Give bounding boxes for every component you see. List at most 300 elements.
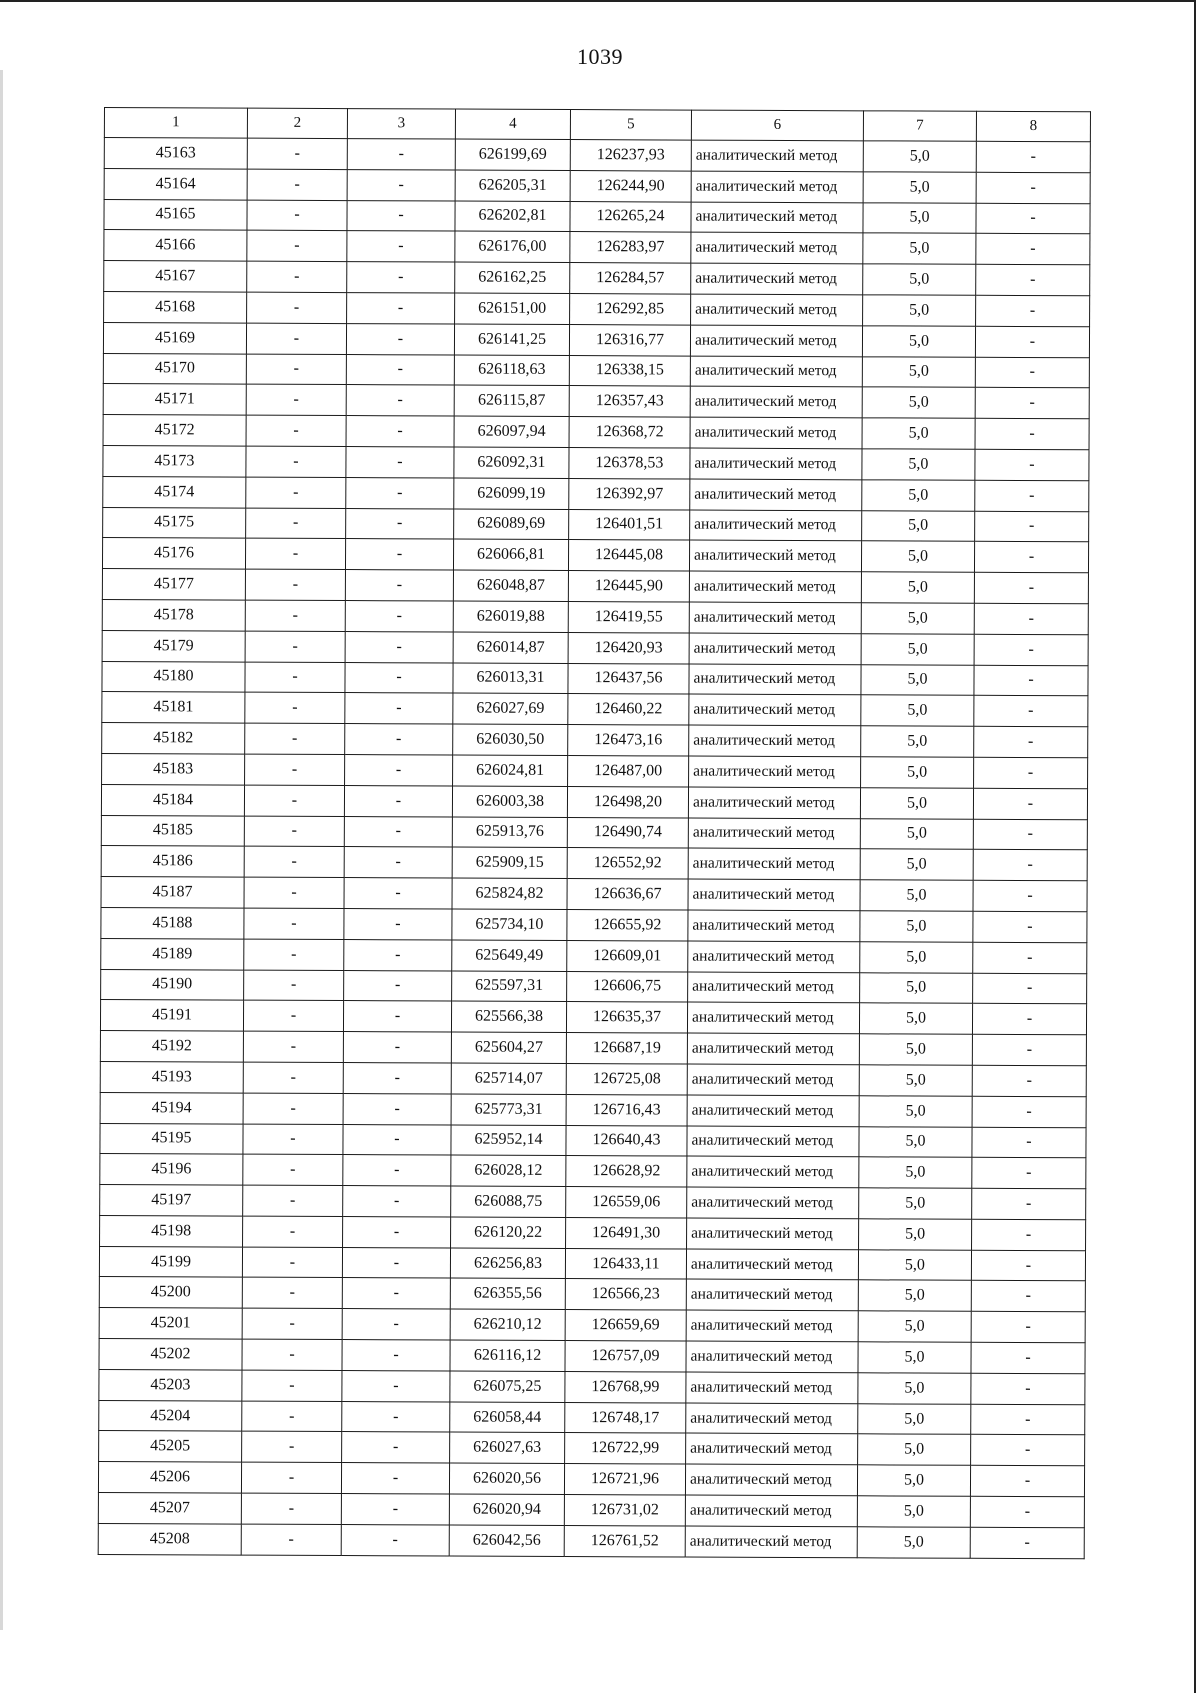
column-8-cell: - <box>974 665 1088 696</box>
accuracy-cell: 5,0 <box>863 141 976 172</box>
y-coordinate-cell: 126433,11 <box>565 1248 686 1279</box>
column-8-cell: - <box>973 819 1087 850</box>
x-coordinate-cell: 625773,31 <box>451 1094 566 1125</box>
column-8-cell: - <box>973 911 1087 942</box>
x-coordinate-cell: 626013,31 <box>453 663 568 694</box>
table-row <box>104 168 1090 203</box>
column-header: 7 <box>863 111 976 141</box>
column-8-cell: - <box>972 1188 1086 1219</box>
y-coordinate-cell: 126687,19 <box>566 1033 687 1064</box>
method-cell: аналитический метод <box>688 879 860 911</box>
x-coordinate-cell: 626027,69 <box>453 693 568 724</box>
column-3-cell: - <box>346 447 454 478</box>
column-2-cell: - <box>247 231 347 262</box>
x-coordinate-cell: 626202,81 <box>455 201 570 232</box>
column-8-cell: - <box>975 449 1089 480</box>
column-8-cell: - <box>974 757 1088 788</box>
accuracy-cell: 5,0 <box>861 541 974 572</box>
accuracy-cell: 5,0 <box>858 1311 971 1342</box>
accuracy-cell: 5,0 <box>857 1496 970 1527</box>
column-8-cell: - <box>972 1034 1086 1065</box>
x-coordinate-cell: 626355,56 <box>450 1279 565 1310</box>
column-8-cell: - <box>974 696 1088 727</box>
table-row <box>104 230 1090 265</box>
accuracy-cell: 5,0 <box>861 695 974 726</box>
point-number-cell: 45164 <box>104 168 247 199</box>
y-coordinate-cell: 126725,08 <box>566 1063 687 1094</box>
point-number-cell: 45206 <box>98 1462 241 1493</box>
column-header: 3 <box>347 109 455 139</box>
point-number-cell: 45188 <box>101 907 244 938</box>
column-8-cell: - <box>972 1096 1086 1127</box>
column-2-cell: - <box>246 323 346 354</box>
column-2-cell: - <box>244 939 344 970</box>
column-2-cell: - <box>242 1247 342 1278</box>
y-coordinate-cell: 126721,96 <box>564 1464 685 1495</box>
y-coordinate-cell: 126490,74 <box>567 817 688 848</box>
column-8-cell: - <box>970 1496 1084 1527</box>
column-8-cell: - <box>973 850 1087 881</box>
table-row <box>99 1369 1085 1404</box>
method-cell: аналитический метод <box>685 1495 857 1527</box>
y-coordinate-cell: 126437,56 <box>568 663 689 694</box>
column-2-cell: - <box>247 200 347 231</box>
method-cell: аналитический метод <box>690 448 862 480</box>
table-row <box>102 630 1088 665</box>
column-8-cell: - <box>973 880 1087 911</box>
x-coordinate-cell: 626256,83 <box>450 1248 565 1279</box>
y-coordinate-cell: 126401,51 <box>569 509 690 540</box>
coordinates-table <box>98 107 1091 1559</box>
column-3-cell: - <box>345 724 453 755</box>
column-2-cell: - <box>244 908 344 939</box>
y-coordinate-cell: 126636,67 <box>567 879 688 910</box>
x-coordinate-cell: 626088,75 <box>451 1186 566 1217</box>
x-coordinate-cell: 626024,81 <box>453 755 568 786</box>
y-coordinate-cell: 126419,55 <box>568 601 689 632</box>
x-coordinate-cell: 625913,76 <box>452 817 567 848</box>
column-8-cell: - <box>974 542 1088 573</box>
accuracy-cell: 5,0 <box>860 911 973 942</box>
column-2-cell: - <box>245 692 345 723</box>
table-row <box>100 1154 1086 1189</box>
column-8-cell: - <box>971 1312 1085 1343</box>
column-3-cell: - <box>343 1155 451 1186</box>
method-cell: аналитический метод <box>690 510 862 542</box>
column-3-cell: - <box>347 139 455 170</box>
column-3-cell: - <box>347 200 455 231</box>
x-coordinate-cell: 625597,31 <box>452 971 567 1002</box>
table-row <box>103 322 1089 357</box>
y-coordinate-cell: 126655,92 <box>567 909 688 940</box>
table-row <box>102 692 1088 727</box>
y-coordinate-cell: 126768,99 <box>565 1371 686 1402</box>
column-3-cell: - <box>344 816 452 847</box>
column-3-cell: - <box>345 631 453 662</box>
table-row <box>103 384 1089 419</box>
method-cell: аналитический метод <box>686 1280 858 1312</box>
method-cell: аналитический метод <box>690 325 862 357</box>
point-number-cell: 45190 <box>101 969 244 1000</box>
column-8-cell: - <box>974 726 1088 757</box>
method-cell: аналитический метод <box>687 1095 859 1127</box>
x-coordinate-cell: 625909,15 <box>452 847 567 878</box>
x-coordinate-cell: 626199,69 <box>455 139 570 170</box>
x-coordinate-cell: 625604,27 <box>451 1032 566 1063</box>
point-number-cell: 45167 <box>104 261 247 292</box>
accuracy-cell: 5,0 <box>858 1403 971 1434</box>
method-cell: аналитический метод <box>691 171 863 203</box>
column-8-cell: - <box>972 1158 1086 1189</box>
column-header: 4 <box>455 109 570 140</box>
x-coordinate-cell: 626042,56 <box>449 1525 564 1556</box>
column-8-cell: - <box>970 1466 1084 1497</box>
method-cell: аналитический метод <box>691 202 863 234</box>
column-2-cell: - <box>241 1462 341 1493</box>
column-2-cell: - <box>243 1062 343 1093</box>
x-coordinate-cell: 626020,94 <box>449 1494 564 1525</box>
accuracy-cell: 5,0 <box>863 172 976 203</box>
x-coordinate-cell: 626162,25 <box>455 262 570 293</box>
method-cell: аналитический метод <box>688 972 860 1004</box>
method-cell: аналитический метод <box>685 1464 857 1496</box>
table-row <box>99 1431 1085 1466</box>
accuracy-cell: 5,0 <box>861 664 974 695</box>
column-2-cell: - <box>246 415 346 446</box>
point-number-cell: 45205 <box>99 1431 242 1462</box>
method-cell: аналитический метод <box>688 818 860 850</box>
table-row <box>100 1185 1086 1220</box>
table-body <box>98 138 1090 1559</box>
method-cell: аналитический метод <box>691 294 863 326</box>
method-cell: аналитический метод <box>689 602 861 634</box>
accuracy-cell: 5,0 <box>861 603 974 634</box>
point-number-cell: 45175 <box>103 507 246 538</box>
column-header: 5 <box>570 110 691 141</box>
x-coordinate-cell: 626099,19 <box>454 478 569 509</box>
x-coordinate-cell: 626020,56 <box>449 1463 564 1494</box>
accuracy-cell: 5,0 <box>860 818 973 849</box>
y-coordinate-cell: 126566,23 <box>565 1279 686 1310</box>
column-3-cell: - <box>342 1278 450 1309</box>
column-2-cell: - <box>242 1370 342 1401</box>
y-coordinate-cell: 126284,57 <box>570 263 691 294</box>
column-3-cell: - <box>342 1309 450 1340</box>
table-header <box>104 108 1090 142</box>
method-cell: аналитический метод <box>687 1002 859 1034</box>
column-3-cell: - <box>347 262 455 293</box>
method-cell: аналитический метод <box>690 356 862 388</box>
column-8-cell: - <box>975 357 1089 388</box>
y-coordinate-cell: 126635,37 <box>566 1002 687 1033</box>
table-row <box>101 907 1087 942</box>
accuracy-cell: 5,0 <box>861 572 974 603</box>
x-coordinate-cell: 626058,44 <box>450 1402 565 1433</box>
column-2-cell: - <box>244 877 344 908</box>
y-coordinate-cell: 126757,09 <box>565 1341 686 1372</box>
x-coordinate-cell: 626075,25 <box>450 1371 565 1402</box>
y-coordinate-cell: 126731,02 <box>564 1495 685 1526</box>
method-cell: аналитический метод <box>686 1341 858 1373</box>
table-row <box>99 1400 1085 1435</box>
x-coordinate-cell: 626089,69 <box>454 509 569 540</box>
method-cell: аналитический метод <box>687 1156 859 1188</box>
accuracy-cell: 5,0 <box>859 1219 972 1250</box>
method-cell: аналитический метод <box>686 1372 858 1404</box>
column-3-cell: - <box>343 1186 451 1217</box>
table-row <box>98 1523 1084 1558</box>
table-row <box>99 1308 1085 1343</box>
accuracy-cell: 5,0 <box>860 942 973 973</box>
column-2-cell: - <box>243 1185 343 1216</box>
y-coordinate-cell: 126498,20 <box>567 786 688 817</box>
column-3-cell: - <box>343 1062 451 1093</box>
point-number-cell: 45184 <box>101 784 244 815</box>
column-3-cell: - <box>342 1247 450 1278</box>
x-coordinate-cell: 626116,12 <box>450 1340 565 1371</box>
y-coordinate-cell: 126237,93 <box>570 140 691 171</box>
method-cell: аналитический метод <box>688 941 860 973</box>
point-number-cell: 45169 <box>103 322 246 353</box>
column-8-cell: - <box>972 1127 1086 1158</box>
column-3-cell: - <box>343 1032 451 1063</box>
column-2-cell: - <box>243 1154 343 1185</box>
column-8-cell: - <box>976 295 1090 326</box>
point-number-cell: 45187 <box>101 877 244 908</box>
point-number-cell: 45203 <box>99 1369 242 1400</box>
column-3-cell: - <box>341 1463 449 1494</box>
column-3-cell: - <box>344 939 452 970</box>
x-coordinate-cell: 626028,12 <box>451 1155 566 1186</box>
column-2-cell: - <box>245 754 345 785</box>
column-2-cell: - <box>245 569 345 600</box>
y-coordinate-cell: 126283,97 <box>570 232 691 263</box>
table-row <box>102 538 1088 573</box>
y-coordinate-cell: 126628,92 <box>566 1156 687 1187</box>
point-number-cell: 45191 <box>100 1000 243 1031</box>
table-row <box>104 199 1090 234</box>
column-2-cell: - <box>247 138 347 169</box>
accuracy-cell: 5,0 <box>863 295 976 326</box>
column-2-cell: - <box>247 169 347 200</box>
point-number-cell: 45165 <box>104 199 247 230</box>
column-3-cell: - <box>344 847 452 878</box>
x-coordinate-cell: 626118,63 <box>454 355 569 386</box>
point-number-cell: 45182 <box>102 723 245 754</box>
point-number-cell: 45168 <box>104 291 247 322</box>
table-row <box>101 877 1087 912</box>
y-coordinate-cell: 126552,92 <box>567 848 688 879</box>
column-3-cell: - <box>342 1401 450 1432</box>
method-cell: аналитический метод <box>687 1187 859 1219</box>
table-row <box>101 846 1087 881</box>
column-8-cell: - <box>976 141 1090 172</box>
point-number-cell: 45176 <box>102 538 245 569</box>
column-8-cell: - <box>971 1373 1085 1404</box>
point-number-cell: 45204 <box>99 1400 242 1431</box>
table-row <box>99 1339 1085 1374</box>
x-coordinate-cell: 626120,22 <box>451 1217 566 1248</box>
column-3-cell: - <box>345 570 453 601</box>
y-coordinate-cell: 126244,90 <box>570 170 691 201</box>
column-3-cell: - <box>346 385 454 416</box>
table-row <box>104 261 1090 296</box>
column-8-cell: - <box>975 511 1089 542</box>
table-row <box>100 1061 1086 1096</box>
x-coordinate-cell: 626176,00 <box>455 231 570 262</box>
table-row <box>101 969 1087 1004</box>
point-number-cell: 45201 <box>99 1308 242 1339</box>
column-2-cell: - <box>243 1216 343 1247</box>
column-3-cell: - <box>341 1494 449 1525</box>
accuracy-cell: 5,0 <box>858 1342 971 1373</box>
column-2-cell: - <box>245 538 345 569</box>
accuracy-cell: 5,0 <box>860 788 973 819</box>
accuracy-cell: 5,0 <box>861 634 974 665</box>
point-number-cell: 45193 <box>100 1061 243 1092</box>
x-coordinate-cell: 625952,14 <box>451 1125 566 1156</box>
y-coordinate-cell: 126292,85 <box>570 294 691 325</box>
x-coordinate-cell: 626151,00 <box>455 293 570 324</box>
accuracy-cell: 5,0 <box>859 1065 972 1096</box>
accuracy-cell: 5,0 <box>859 1096 972 1127</box>
coordinates-table-container <box>98 107 1090 1559</box>
column-header: 1 <box>104 108 247 139</box>
column-8-cell: - <box>975 388 1089 419</box>
column-3-cell: - <box>341 1524 449 1555</box>
point-number-cell: 45195 <box>100 1123 243 1154</box>
column-3-cell: - <box>343 1216 451 1247</box>
accuracy-cell: 5,0 <box>857 1465 970 1496</box>
column-8-cell: - <box>976 203 1090 234</box>
column-8-cell: - <box>972 1004 1086 1035</box>
column-2-cell: - <box>245 600 345 631</box>
point-number-cell: 45166 <box>104 230 247 261</box>
method-cell: аналитический метод <box>688 848 860 880</box>
method-cell: аналитический метод <box>686 1434 858 1466</box>
x-coordinate-cell: 625824,82 <box>452 878 567 909</box>
x-coordinate-cell: 626092,31 <box>454 447 569 478</box>
column-3-cell: - <box>347 293 455 324</box>
column-8-cell: - <box>975 480 1089 511</box>
column-8-cell: - <box>976 264 1090 295</box>
y-coordinate-cell: 126487,00 <box>568 755 689 786</box>
column-3-cell: - <box>342 1432 450 1463</box>
column-3-cell: - <box>346 508 454 539</box>
y-coordinate-cell: 126265,24 <box>570 201 691 232</box>
column-2-cell: - <box>242 1308 342 1339</box>
column-2-cell: - <box>242 1401 342 1432</box>
table-row <box>102 661 1088 696</box>
column-2-cell: - <box>246 384 346 415</box>
y-coordinate-cell: 126338,15 <box>569 355 690 386</box>
table-row <box>101 784 1087 819</box>
column-8-cell: - <box>975 418 1089 449</box>
column-3-cell: - <box>346 416 454 447</box>
y-coordinate-cell: 126748,17 <box>565 1402 686 1433</box>
column-3-cell: - <box>343 1001 451 1032</box>
x-coordinate-cell: 626003,38 <box>452 786 567 817</box>
x-coordinate-cell: 625734,10 <box>452 909 567 940</box>
column-2-cell: - <box>247 261 347 292</box>
accuracy-cell: 5,0 <box>862 418 975 449</box>
y-coordinate-cell: 126659,69 <box>565 1310 686 1341</box>
point-number-cell: 45194 <box>100 1092 243 1123</box>
point-number-cell: 45200 <box>99 1277 242 1308</box>
method-cell: аналитический метод <box>690 417 862 449</box>
accuracy-cell: 5,0 <box>862 510 975 541</box>
x-coordinate-cell: 626048,87 <box>453 570 568 601</box>
table-row <box>104 291 1090 326</box>
table-row <box>100 1092 1086 1127</box>
header-row <box>104 108 1090 142</box>
column-3-cell: - <box>347 231 455 262</box>
column-2-cell: - <box>243 1000 343 1031</box>
column-3-cell: - <box>344 878 452 909</box>
column-3-cell: - <box>343 1124 451 1155</box>
column-8-cell: - <box>971 1342 1085 1373</box>
y-coordinate-cell: 126368,72 <box>569 417 690 448</box>
column-header: 8 <box>976 111 1090 141</box>
column-8-cell: - <box>971 1435 1085 1466</box>
column-8-cell: - <box>976 234 1090 265</box>
column-2-cell: - <box>241 1493 341 1524</box>
method-cell: аналитический метод <box>686 1403 858 1435</box>
y-coordinate-cell: 126460,22 <box>568 694 689 725</box>
column-3-cell: - <box>344 970 452 1001</box>
table-row <box>103 507 1089 542</box>
x-coordinate-cell: 626210,12 <box>450 1309 565 1340</box>
scan-edge-mark <box>0 70 3 1630</box>
column-8-cell: - <box>971 1250 1085 1281</box>
point-number-cell: 45198 <box>100 1215 243 1246</box>
column-header: 6 <box>691 110 863 141</box>
column-2-cell: - <box>243 1031 343 1062</box>
accuracy-cell: 5,0 <box>862 387 975 418</box>
point-number-cell: 45196 <box>100 1154 243 1185</box>
column-3-cell: - <box>346 323 454 354</box>
method-cell: аналитический метод <box>688 787 860 819</box>
column-8-cell: - <box>976 172 1090 203</box>
method-cell: аналитический метод <box>689 664 861 696</box>
column-2-cell: - <box>244 816 344 847</box>
accuracy-cell: 5,0 <box>859 1188 972 1219</box>
method-cell: аналитический метод <box>689 571 861 603</box>
method-cell: аналитический метод <box>686 1310 858 1342</box>
column-3-cell: - <box>346 477 454 508</box>
method-cell: аналитический метод <box>687 1064 859 1096</box>
column-header: 2 <box>247 108 347 138</box>
method-cell: аналитический метод <box>690 386 862 418</box>
column-2-cell: - <box>244 970 344 1001</box>
method-cell: аналитический метод <box>687 1218 859 1250</box>
y-coordinate-cell: 126378,53 <box>569 448 690 479</box>
accuracy-cell: 5,0 <box>862 356 975 387</box>
column-8-cell: - <box>973 942 1087 973</box>
column-8-cell: - <box>973 788 1087 819</box>
y-coordinate-cell: 126606,75 <box>567 971 688 1002</box>
y-coordinate-cell: 126445,08 <box>568 540 689 571</box>
column-2-cell: - <box>242 1278 342 1309</box>
point-number-cell: 45172 <box>103 415 246 446</box>
column-8-cell: - <box>975 326 1089 357</box>
method-cell: аналитический метод <box>691 140 863 172</box>
column-2-cell: - <box>246 477 346 508</box>
table-row <box>101 938 1087 973</box>
point-number-cell: 45174 <box>103 476 246 507</box>
column-2-cell: - <box>247 292 347 323</box>
table-row <box>102 753 1088 788</box>
